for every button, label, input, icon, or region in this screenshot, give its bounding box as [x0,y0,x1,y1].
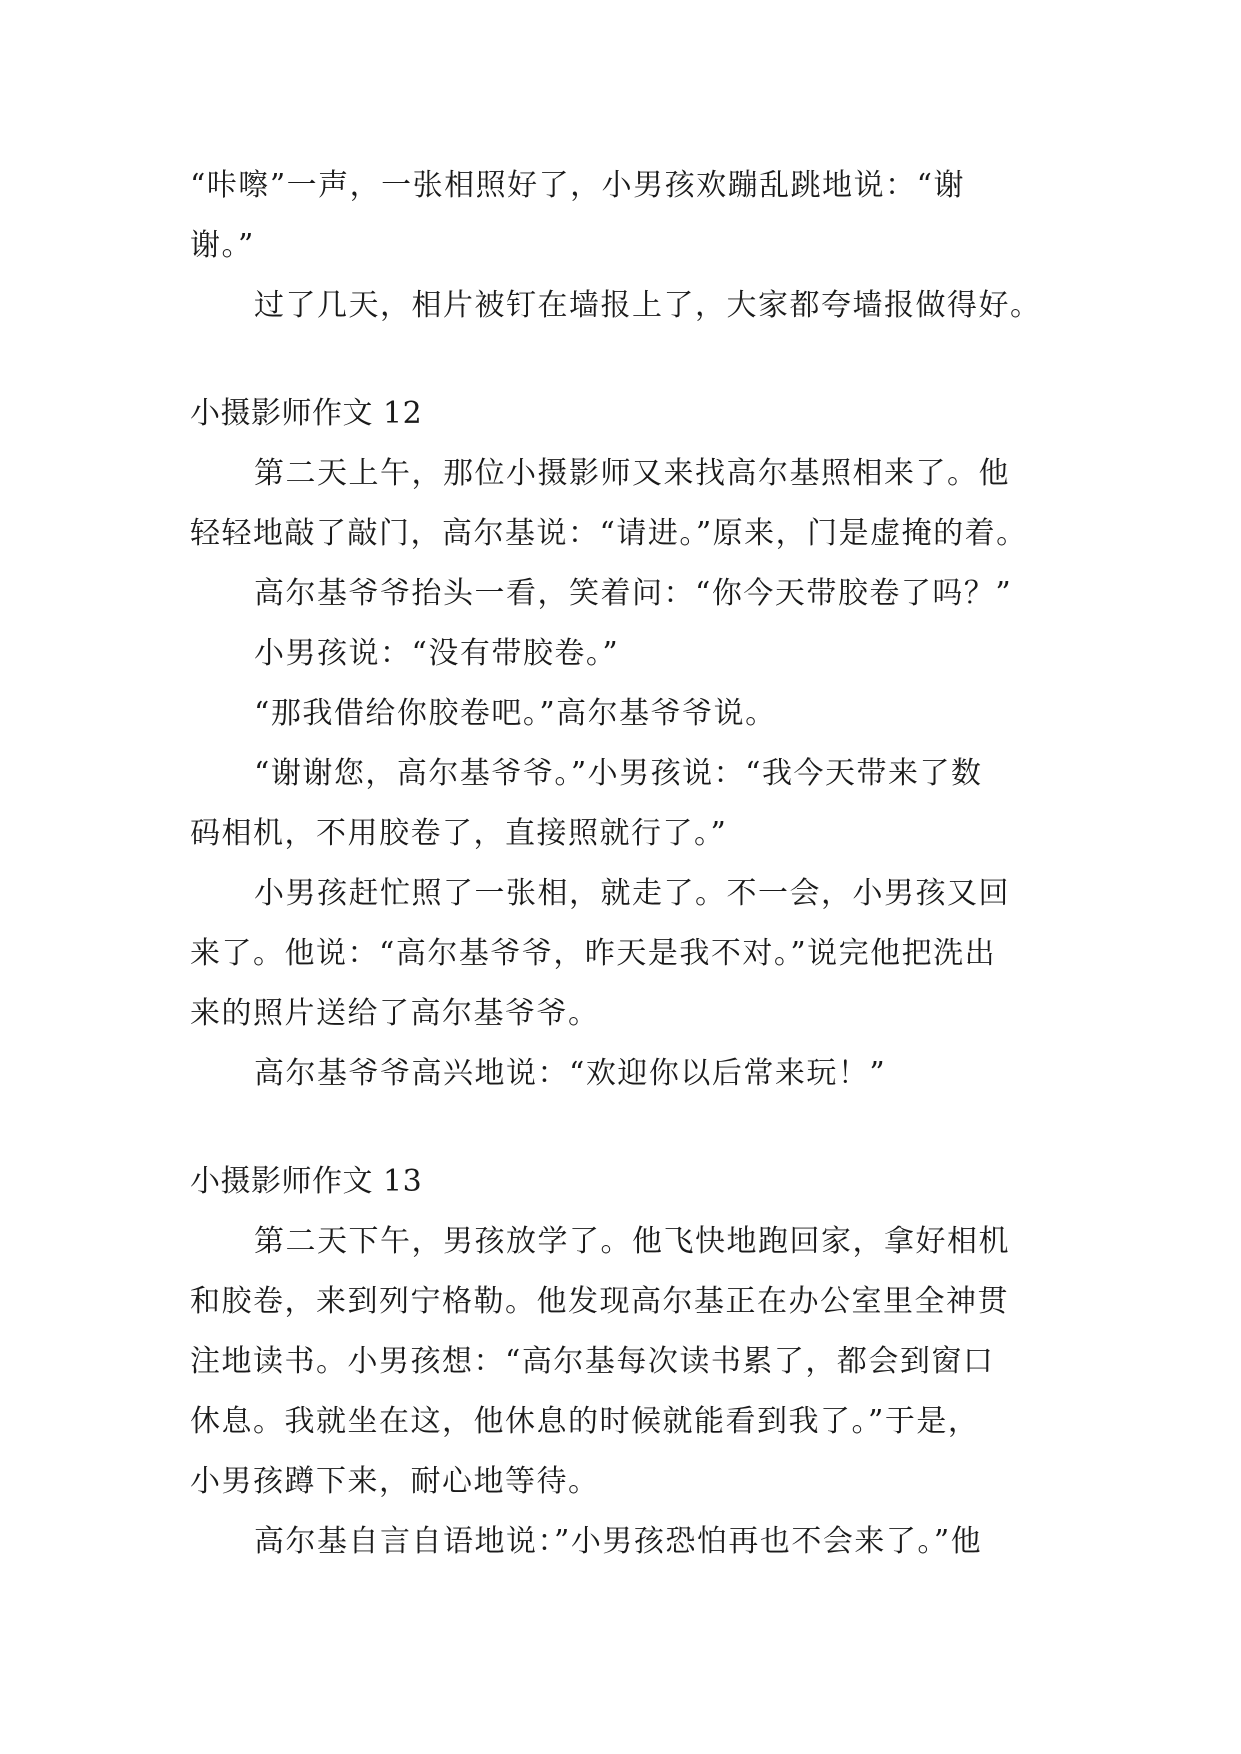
paragraph-line: 来的照片送给了高尔基爷爷。 [190,996,600,1031]
paragraph-line: 和胶卷，来到列宁格勒。他发现高尔基正在办公室里全神贯 [190,1284,1009,1319]
paragraph-line: 高尔基爷爷高兴地说：“欢迎你以后常来玩！” [254,1056,887,1091]
paragraph-line: 高尔基爷爷抬头一看，笑着问：“你今天带胶卷了吗？” [254,576,1013,611]
paragraph-line: 第二天下午，男孩放学了。他飞快地跑回家，拿好相机 [254,1224,1010,1259]
paragraph-line: 注地读书。小男孩想：“高尔基每次读书累了，都会到窗口 [190,1344,995,1379]
paragraph-line: “咔嚓”一声，一张相照好了，小男孩欢蹦乱跳地说：“谢 [190,168,966,203]
paragraph-line: “谢谢您，高尔基爷爷。”小男孩说：“我今天带来了数 [254,756,983,791]
paragraph-line: 谢。” [190,228,255,263]
paragraph-line: 小男孩赶忙照了一张相，就走了。不一会，小男孩又回 [254,876,1010,911]
paragraph-line: 过了几天，相片被钉在墙报上了，大家都夸墙报做得好。 [254,288,1042,323]
paragraph-line: 小男孩说：“没有带胶卷。” [254,636,620,671]
paragraph-line: 第二天上午，那位小摄影师又来找高尔基照相来了。他 [254,456,1010,491]
section-heading: 小摄影师作文 12 [190,396,423,431]
paragraph-line: 休息。我就坐在这，他休息的时候就能看到我了。”于是， [190,1404,980,1439]
section-heading: 小摄影师作文 13 [190,1164,423,1199]
paragraph-line: 码相机，不用胶卷了，直接照就行了。” [190,816,728,851]
paragraph-line: 来了。他说：“高尔基爷爷，昨天是我不对。”说完他把洗出 [190,936,997,971]
paragraph-line: 轻轻地敲了敲门，高尔基说：“请进。”原来，门是虚掩的着。 [190,516,1028,551]
paragraph-line: 高尔基自言自语地说：”小男孩恐怕再也不会来了。”他 [254,1524,983,1559]
paragraph-line: 小男孩蹲下来，耐心地等待。 [190,1464,600,1499]
paragraph-line: “那我借给你胶卷吧。”高尔基爷爷说。 [254,696,777,731]
